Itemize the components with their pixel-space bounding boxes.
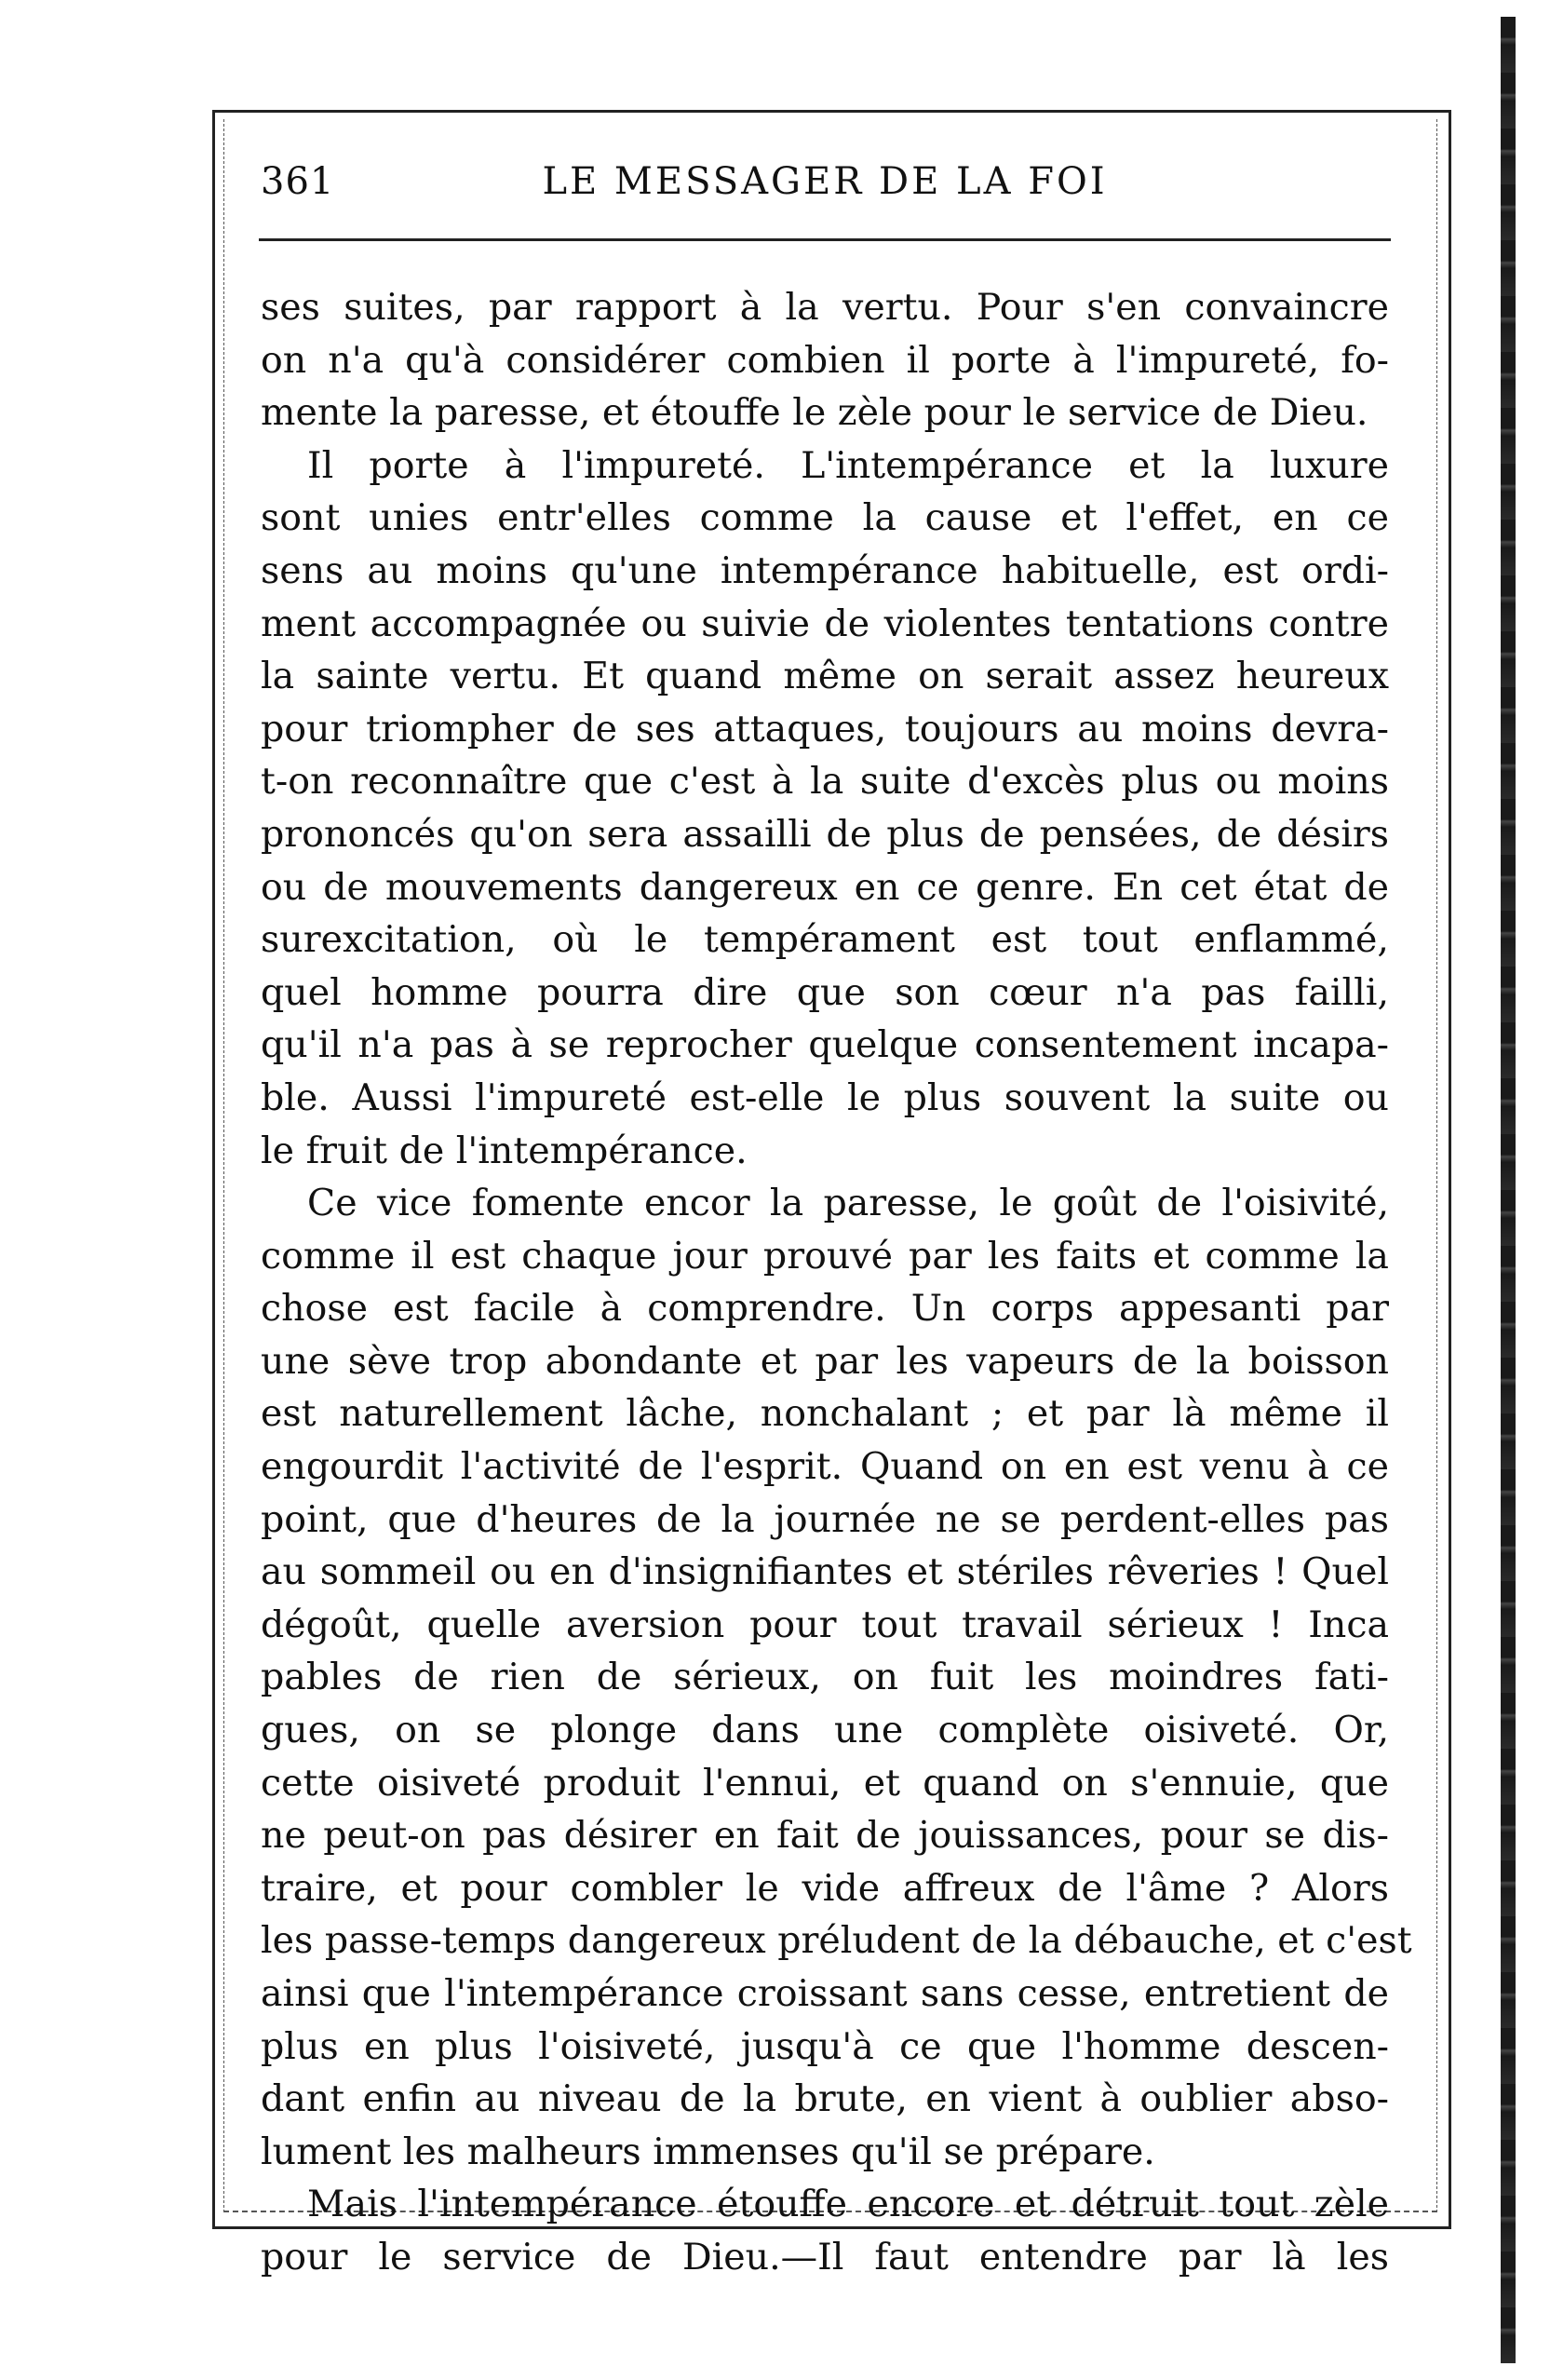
- text-line: dant enfin au niveau de la brute, en vient à oublier abso-: [261, 2077, 1389, 2121]
- text-line: dégoût, quelle aversion pour tout travail sérieux ! Inca: [261, 1602, 1389, 1646]
- text-line: on n'a qu'à considérer combien il porte à l'impureté, fo-: [261, 338, 1389, 382]
- text-line: traire, et pour combler le vide affreux de l'âme ? Alors: [261, 1866, 1389, 1910]
- page-number: 361: [261, 160, 335, 203]
- text-line: ses suites, par rapport à la vertu. Pour s'en convaincre: [261, 286, 1389, 329]
- text-line: lument les malheurs immenses qu'il se prépare.: [261, 2130, 1155, 2173]
- text-line: ne peut-on pas désirer en fait de jouissances, pour se dis-: [261, 1814, 1389, 1858]
- text-line: point, que d'heures de la journée ne se perdent-elles pas: [261, 1497, 1389, 1541]
- text-line: engourdit l'activité de l'esprit. Quand on en est venu à ce: [261, 1445, 1389, 1489]
- text-line: pour triompher de ses attaques, toujours au moins devra-: [261, 707, 1389, 751]
- text-line: ble. Aussi l'impureté est-elle le plus souvent la suite ou: [261, 1075, 1389, 1119]
- text-line: t-on reconnaître que c'est à la suite d'excès plus ou moins: [261, 760, 1389, 804]
- scan-edge: [1501, 17, 1516, 2363]
- text-line: mente la paresse, et étouffe le zèle pour le service de Dieu.: [261, 391, 1368, 435]
- text-line: pables de rien de sérieux, on fuit les moindres fati-: [261, 1656, 1389, 1699]
- body-text: [261, 281, 1412, 2284]
- text-line: ou de mouvements dangereux en ce genre. En cet état de: [261, 865, 1389, 909]
- text-line: prononcés qu'on sera assailli de plus de pensées, de désirs: [261, 812, 1389, 856]
- text-line: Il porte à l'impureté. L'intempérance et la luxure: [307, 443, 1389, 487]
- text-line: Mais l'intempérance étouffe encore et détruit tout zèle: [307, 2183, 1389, 2226]
- text-line: quel homme pourra dire que son cœur n'a pas failli,: [261, 970, 1389, 1014]
- text-line: Ce vice fomente encor la paresse, le goût de l'oisivité,: [307, 1182, 1389, 1225]
- text-line: une sève trop abondante et par les vapeurs de la boisson: [261, 1339, 1389, 1383]
- running-title: LE MESSAGER DE LA FOI: [542, 160, 1108, 203]
- text-line: les passe-temps dangereux préludent de la débauche, et c'est: [261, 1919, 1412, 1963]
- text-line: sens au moins qu'une intempérance habituelle, est ordi-: [261, 548, 1389, 592]
- text-line: comme il est chaque jour prouvé par les faits et comme la: [261, 1234, 1389, 1278]
- text-line: la sainte vertu. Et quand même on serait assez heureux: [261, 655, 1389, 698]
- text-line: plus en plus l'oisiveté, jusqu'à ce que l'homme descen-: [261, 2024, 1389, 2068]
- text-line: sont unies entr'elles comme la cause et l'effet, en ce: [261, 496, 1389, 540]
- text-line: le fruit de l'intempérance.: [261, 1129, 748, 1172]
- text-line: gues, on se plonge dans une complète oisiveté. Or,: [261, 1709, 1389, 1752]
- text-line: surexcitation, où le tempérament est tout enflammé,: [261, 918, 1389, 962]
- page-header: [261, 160, 1389, 225]
- text-line: ment accompagnée ou suivie de violentes tentations contre: [261, 602, 1389, 645]
- text-line: cette oisiveté produit l'ennui, et quand on s'ennuie, que: [261, 1761, 1389, 1805]
- text-line: au sommeil ou en d'insignifiantes et stériles rêveries ! Quel: [261, 1550, 1389, 1594]
- text-line: ainsi que l'intempérance croissant sans cesse, entretient de: [261, 1972, 1389, 2015]
- text-line: est naturellement lâche, nonchalant ; et par là même il: [261, 1392, 1389, 1436]
- text-line: chose est facile à comprendre. Un corps appesanti par: [261, 1287, 1389, 1331]
- text-line: qu'il n'a pas à se reprocher quelque consentement incapa-: [261, 1023, 1389, 1067]
- header-rule: [259, 238, 1391, 241]
- text-line: pour le service de Dieu.—Il faut entendre par là les: [261, 2235, 1389, 2279]
